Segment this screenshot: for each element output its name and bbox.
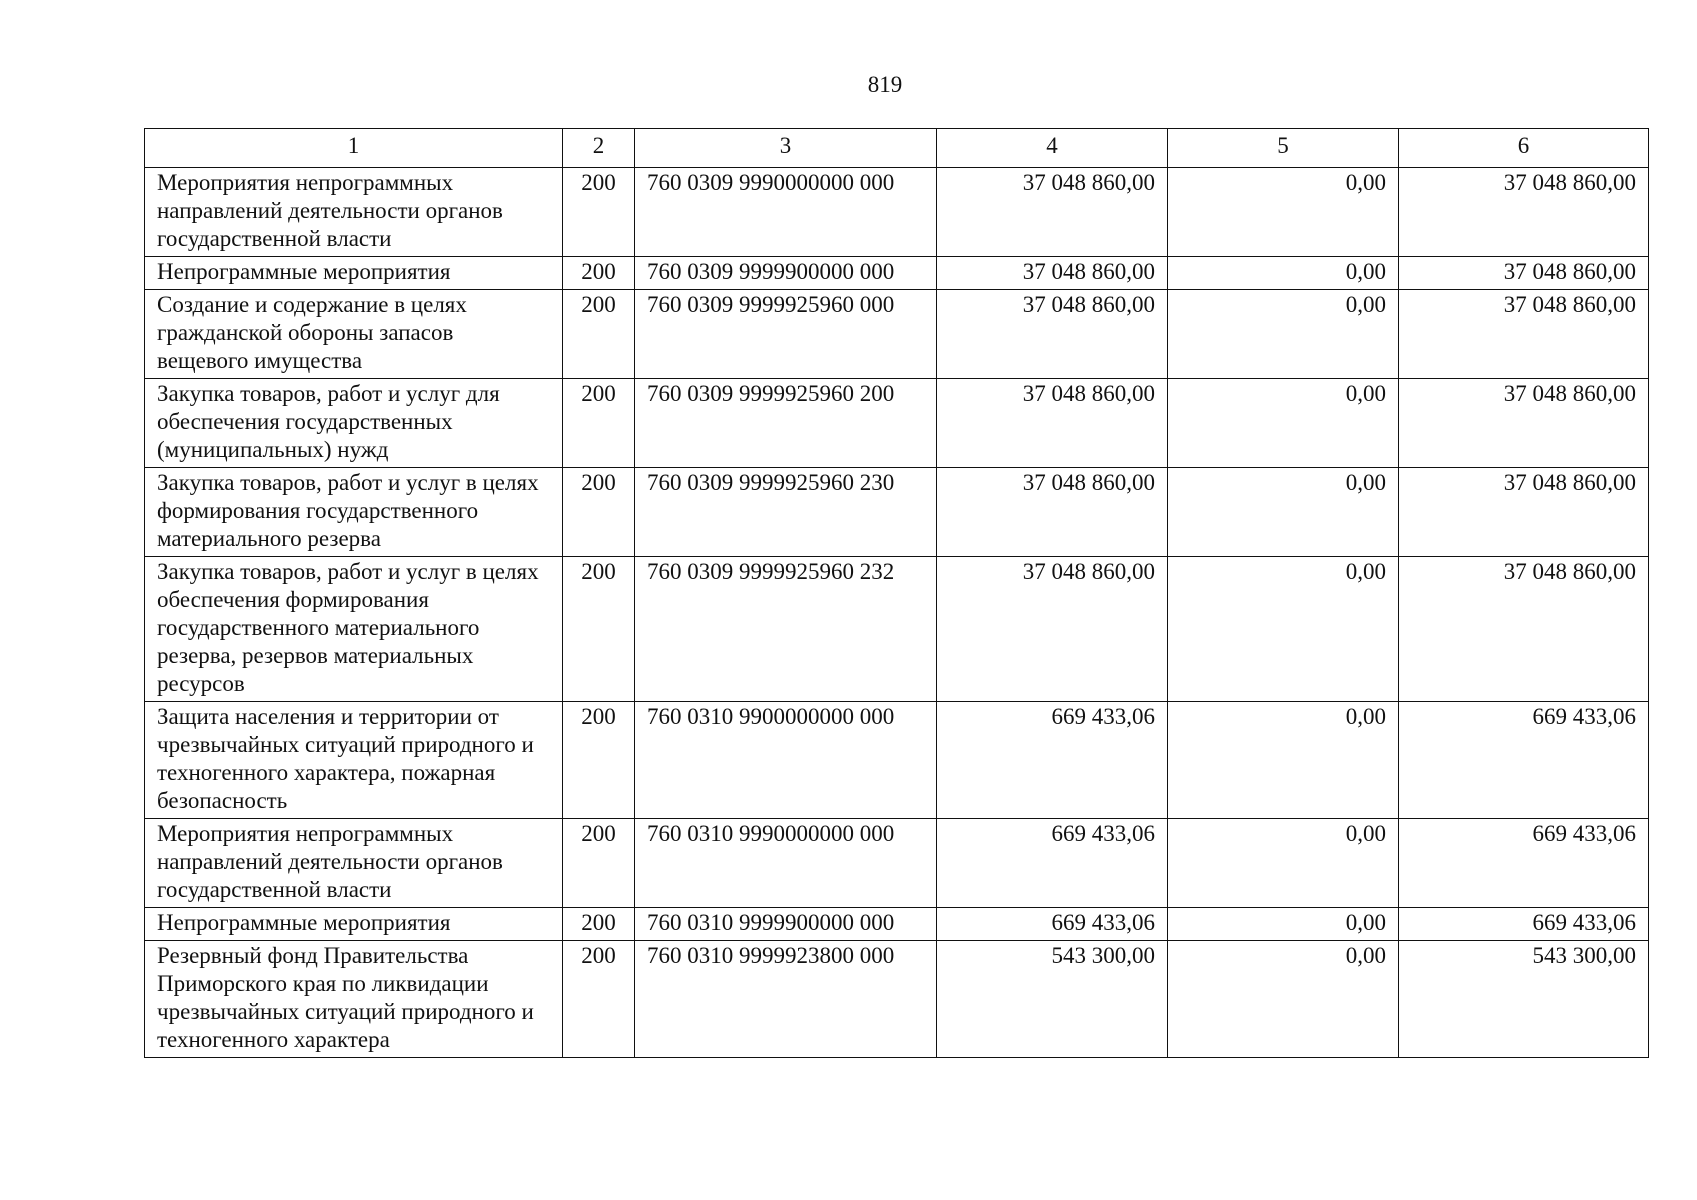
- amount-col5: 0,00: [1168, 468, 1399, 557]
- table-row: [145, 257, 1649, 290]
- table-row: [145, 168, 1649, 257]
- column-header: 3: [635, 129, 937, 168]
- item-name: Закупка товаров, работ и услуг в целях формирования государственного материального резерва: [145, 468, 563, 557]
- item-name: Мероприятия непрограммных направлений деятельности органов государственной власти: [145, 168, 563, 257]
- budget-code-cell: 760 0309 9999925960 230: [635, 468, 937, 557]
- amount-col4: 669 433,06: [937, 908, 1168, 941]
- item-name: Закупка товаров, работ и услуг в целях обеспечения формирования государственного материального резерва, резервов материальных ресурсов: [145, 557, 563, 702]
- budget-table: [144, 128, 1649, 1058]
- amount-col5: 0,00: [1168, 290, 1399, 379]
- column-header: 4: [937, 129, 1168, 168]
- amount-col6: 669 433,06: [1399, 819, 1649, 908]
- amount-col4: 669 433,06: [937, 819, 1168, 908]
- item-name: Непрограммные мероприятия: [145, 908, 563, 941]
- budget-code-cell: 760 0310 9900000000 000: [635, 702, 937, 819]
- amount-col5: 0,00: [1168, 379, 1399, 468]
- grbs-cell: 200: [563, 379, 635, 468]
- grbs-cell: 200: [563, 557, 635, 702]
- grbs-cell: 200: [563, 941, 635, 1058]
- table-row: [145, 379, 1649, 468]
- column-header: 6: [1399, 129, 1649, 168]
- grbs-cell: 200: [563, 168, 635, 257]
- amount-col4: 37 048 860,00: [937, 557, 1168, 702]
- amount-col5: 0,00: [1168, 257, 1399, 290]
- page-number: 819: [867, 72, 903, 97]
- grbs-cell: 200: [563, 908, 635, 941]
- amount-col4: 37 048 860,00: [937, 290, 1168, 379]
- table-row: [145, 557, 1649, 702]
- table-row: [145, 702, 1649, 819]
- table-row: [145, 941, 1649, 1058]
- item-name: Мероприятия непрограммных направлений деятельности органов государственной власти: [145, 819, 563, 908]
- table-row: [145, 290, 1649, 379]
- item-name: Создание и содержание в целях гражданской обороны запасов вещевого имущества: [145, 290, 563, 379]
- item-name: Резервный фонд Правительства Приморского края по ликвидации чрезвычайных ситуаций природного и техногенного характера: [145, 941, 563, 1058]
- amount-col5: 0,00: [1168, 941, 1399, 1058]
- budget-code-cell: 760 0309 9999900000 000: [635, 257, 937, 290]
- item-name: Непрограммные мероприятия: [145, 257, 563, 290]
- amount-col4: 669 433,06: [937, 702, 1168, 819]
- grbs-cell: 200: [563, 819, 635, 908]
- item-name: Закупка товаров, работ и услуг для обеспечения государственных (муниципальных) нужд: [145, 379, 563, 468]
- column-header: 2: [563, 129, 635, 168]
- amount-col5: 0,00: [1168, 557, 1399, 702]
- grbs-cell: 200: [563, 257, 635, 290]
- budget-code-cell: 760 0310 9990000000 000: [635, 819, 937, 908]
- amount-col6: 37 048 860,00: [1399, 379, 1649, 468]
- grbs-cell: 200: [563, 468, 635, 557]
- table-row: [145, 468, 1649, 557]
- budget-code-cell: 760 0310 9999900000 000: [635, 908, 937, 941]
- amount-col5: 0,00: [1168, 168, 1399, 257]
- budget-code-cell: 760 0310 9999923800 000: [635, 941, 937, 1058]
- amount-col6: 37 048 860,00: [1399, 468, 1649, 557]
- budget-code-cell: 760 0309 9990000000 000: [635, 168, 937, 257]
- amount-col4: 37 048 860,00: [937, 379, 1168, 468]
- amount-col6: 543 300,00: [1399, 941, 1649, 1058]
- table-header-row: [145, 129, 1649, 168]
- grbs-cell: 200: [563, 290, 635, 379]
- amount-col5: 0,00: [1168, 908, 1399, 941]
- amount-col4: 37 048 860,00: [937, 257, 1168, 290]
- grbs-cell: 200: [563, 702, 635, 819]
- amount-col4: 543 300,00: [937, 941, 1168, 1058]
- item-name: Защита населения и территории от чрезвычайных ситуаций природного и техногенного характера, пожарная безопасность: [145, 702, 563, 819]
- amount-col6: 37 048 860,00: [1399, 257, 1649, 290]
- column-header: 1: [145, 129, 563, 168]
- amount-col6: 37 048 860,00: [1399, 557, 1649, 702]
- budget-code-cell: 760 0309 9999925960 200: [635, 379, 937, 468]
- budget-code-cell: 760 0309 9999925960 232: [635, 557, 937, 702]
- budget-code-cell: 760 0309 9999925960 000: [635, 290, 937, 379]
- amount-col4: 37 048 860,00: [937, 468, 1168, 557]
- amount-col6: 37 048 860,00: [1399, 168, 1649, 257]
- table-row: [145, 819, 1649, 908]
- amount-col5: 0,00: [1168, 702, 1399, 819]
- amount-col6: 37 048 860,00: [1399, 290, 1649, 379]
- column-header: 5: [1168, 129, 1399, 168]
- amount-col5: 0,00: [1168, 819, 1399, 908]
- amount-col6: 669 433,06: [1399, 702, 1649, 819]
- amount-col6: 669 433,06: [1399, 908, 1649, 941]
- amount-col4: 37 048 860,00: [937, 168, 1168, 257]
- table-row: [145, 908, 1649, 941]
